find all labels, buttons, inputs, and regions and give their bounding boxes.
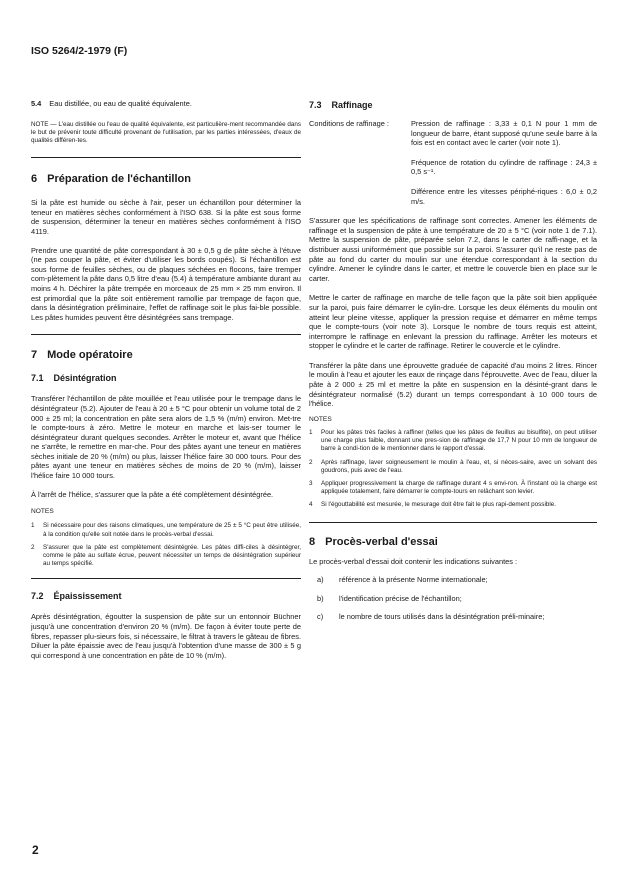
section-5-4-note: NOTE — L'eau distillée ou l'eau de qualité équivalente, est particulière-ment recommandée dans le but de prévenir toute difficulté provenant de l'utilisation, par les parties intéressées, d'eaux de qualités différen-tes. (31, 120, 301, 144)
section-7-1-heading (31, 372, 301, 384)
section-7-heading (31, 348, 301, 362)
section-7-1-paragraph-2: À l'arrêt de l'hélice, s'assurer que la pâte a été complètement désintégrée. (31, 489, 274, 499)
note-text: Pour les pâtes très faciles à raffiner (telles que les pâtes de feuillus au bisulfite), on peut utiliser une charge plus faible, donnant une pres-sion de raffinage de 17,7 N pour 10 mm de longueur de barre à condi-tion de le mentionner dans le rapport d'essai. (321, 429, 597, 453)
list-marker: b) (317, 593, 324, 603)
right-column (309, 99, 597, 622)
note-number: 3 (309, 480, 313, 488)
section-number: 5.4 (31, 99, 42, 108)
page-number: 2 (32, 843, 39, 857)
condition-rotation-frequency: Fréquence de rotation du cylindre de raffinage : 24,3 ± 0,5 s⁻¹. (411, 157, 597, 177)
section-7-2-heading (31, 590, 301, 602)
section-number: 7.2 (31, 591, 44, 602)
note-item (309, 501, 597, 509)
note-text: Si nécessaire pour des raisons climatiques, une température de 25 ± 5 °C peut être utilisée, à la condition qu'elle soit notée dans le procès-verbal d'essai. (43, 522, 301, 538)
section-number: 8 (309, 535, 316, 548)
refining-conditions (309, 119, 597, 206)
list-marker: c) (317, 612, 324, 622)
section-6-paragraph-1: Si la pâte est humide ou sèche à l'air, peser un échantillon pour déterminer la teneur en matières sèches conformément à l'ISO 638. Si la pâte est sous forme de suspension, déterminer la teneur en matières sèches conformément à l'ISO 4119. (31, 198, 301, 236)
note-number: 1 (31, 522, 35, 530)
note-number: 2 (31, 543, 35, 551)
note-item (309, 480, 597, 496)
notes-label: NOTES (309, 415, 332, 423)
section-title: Mode opératoire (47, 349, 133, 362)
section-7-2-paragraph-1: Après désintégration, égoutter la suspension de pâte sur un entonnoir Büchner jusqu'à une concentration d'environ 20 % (m/m). De façon à éviter toute perte de fibres, repasser plu-sieurs fois, si nécessaire, le filtrat à travers le gâteau de fibres. Diluer la pâte épaissie avec de l'eau jusqu'à l'obtention d'une masse de 300 ± 5 g qui correspond à une concentration en pâte de 10 % (m/m). (31, 612, 301, 660)
section-7-3-paragraph-3: Transférer la pâte dans une éprouvette graduée de capacité d'au moins 2 litres. Rincer le moulin à l'eau et ajouter les eaux de rinçage dans l'éprouvette. Avec de l'eau, diluer la pâte à 2 000 ± 25 ml et mettre la pâte en suspension en la désinté-grant dans le désintégrateur normalisé (5.2) durant un temps correspondant à 10 000 tours de l'hélice. (309, 360, 597, 409)
section-number: 6 (31, 173, 38, 186)
section-6-paragraph-2: Prendre une quantité de pâte correspondant à 30 ± 0,5 g de pâte sèche à l'étuve (ne pas couper la pâte, et éviter d'utiliser les bords coupés). Si l'échantillon est sous forme de feuilles sèches, ou de plaques séchées en flocons, faire tremper com-plètement la pâte dans 0,5 litre d'eau (5.4) à température ambiante durant au moins 4 h. Déchirer la pâte trempée en morceaux de 25 mm × 25 mm environ. Il est primordial que la pâte soit entièrement ramollie par trempage de façon que, dans la désintégration préliminaire, l'effet de raffinage soit le plus fai-ble possible. Les pâtes humides peuvent être désintégrées sans trempage. (31, 245, 301, 322)
note-item (309, 459, 597, 475)
note-text: Si l'égouttabilité est mesurée, le mesurage doit être fait le plus rapi-dement possible. (321, 501, 557, 509)
section-8-heading (309, 535, 597, 549)
section-title: Raffinage (331, 100, 373, 110)
note-text: Appliquer progressivement la charge de raffinage durant 4 s envi-ron. À l'instant où la charge est appliquée totalement, faire démarrer le compte-tours en relâchant son levier. (321, 480, 597, 496)
section-7-3-heading (309, 99, 597, 111)
section-8-intro: Le procès-verbal d'essai doit contenir les indications suivantes : (309, 556, 518, 566)
note-number: 1 (309, 429, 313, 437)
section-5-4-heading (31, 99, 301, 109)
section-title: Procès-verbal d'essai (325, 535, 438, 548)
conditions-list (411, 119, 597, 206)
note-text: Après raffinage, laver soigneusement le moulin à l'eau, et, si néces-saire, avec un solvant des goudrons, puis avec de l'eau. (321, 458, 597, 474)
note-item (31, 522, 301, 538)
list-item (309, 575, 597, 585)
note-text: S'assurer que la pâte est complètement désintégrée. Les pâtes diffi-ciles à désintégrer, comme le pâte au sulfate écrue, peuvent nécessiter un temps de désintégration supérieur au temps spécifié. (43, 543, 301, 568)
list-item (309, 594, 597, 604)
section-title: Préparation de l'échantillon (47, 173, 191, 186)
section-number: 7 (31, 349, 38, 362)
section-6-heading (31, 172, 301, 186)
condition-speed-difference: Différence entre les vitesses périphé-riques : 6,0 ± 0,2 m/s. (411, 186, 597, 206)
note-number: 4 (309, 501, 313, 509)
note-number: 2 (309, 458, 313, 466)
section-title: Épaississement (53, 591, 122, 602)
note-item (309, 429, 597, 454)
condition-pressure: Pression de raffinage : 3,33 ± 0,1 N pour 1 mm de longueur de barre, étant supposé qu'une seule barre à la fois est en contact avec le carter (voir note 1). (411, 119, 597, 148)
section-7-3-paragraph-1: S'assurer que les spécifications de raffinage sont correctes. Amener les éléments de raffinage et la suspension de pâte à une température de 20 ± 5 °C (voir note 1 de 7.1). Mettre la suspension de pâte, préparée selon 7.2, dans le carter de raffi-nage, et la distribuer aussi uniformément que possible sur la paroi. S'assurer qu'il ne reste pas de pâte au fond du carter du moulin sur une étendue correspondant à la section du cylindre. Amener le cylindre dans le carter, et mettre le couvercle bien en place sur le carter. (309, 216, 597, 283)
section-number: 7.1 (31, 373, 44, 384)
left-column (31, 99, 301, 660)
section-title: Désintégration (53, 373, 117, 384)
section-7-3-paragraph-2: Mettre le carter de raffinage en marche de telle façon que la pâte soit bien appliquée sur la paroi, puis faire démarrer le cylin-dre. Lorsque les deux éléments du moulin ont atteint leur pleine vitesse, appliquer la pression requise et démarrer en même temps que le compte-tours (voir note 3). Lorsque le nombre de tours requis est atteint, interrompre le raffinage en enlevant la pression du raffinage. Arrêter les moteurs et stopper le cylindre et le carter de raffinage. Retirer le couvercle et le cylindre. (309, 293, 597, 351)
section-number: 7.3 (309, 100, 322, 110)
list-text: l'identification précise de l'échantillon; (339, 593, 462, 603)
list-text: le nombre de tours utilisés dans la désintégration préli-minaire; (339, 612, 545, 622)
section-title: Eau distillée, ou eau de qualité équivalente. (49, 99, 192, 108)
note-item (31, 544, 301, 569)
list-marker: a) (317, 575, 324, 585)
document-header: ISO 5264/2-1979 (F) (31, 45, 128, 57)
list-item (309, 612, 597, 622)
conditions-label: Conditions de raffinage : (309, 119, 389, 128)
list-text: référence à la présente Norme internationale; (339, 575, 488, 585)
section-7-1-paragraph-1: Transférer l'échantillon de pâte mouillée et l'eau utilisée pour le trempage dans le désintégrateur (5.2). Ajouter de l'eau à 20 ± 5 °C pour obtenir un volume total de 2 000 ± 25 ml; la concentration en pâte sera alors de 1,5 % (m/m) environ. Met-tre le compte-tours à zéro. Mettre le moteur en marche et lais-ser tourner le désintégrateur durant quelques secondes. Arrêter le moteur et, avant que l'hélice ne s'arrête, le remettre en mar-che. Pour des pâtes ayant une teneur en matières sèches initiale de 20 % (m/m) ou plus, laisser l'hélice faire 30 000 tours. Pour des pâtes ayant une teneur en matières sèches de moins de 20 % (m/m), laisser l'hélice faire 10 000 tours. (31, 394, 301, 481)
notes-label: NOTES (31, 508, 54, 516)
